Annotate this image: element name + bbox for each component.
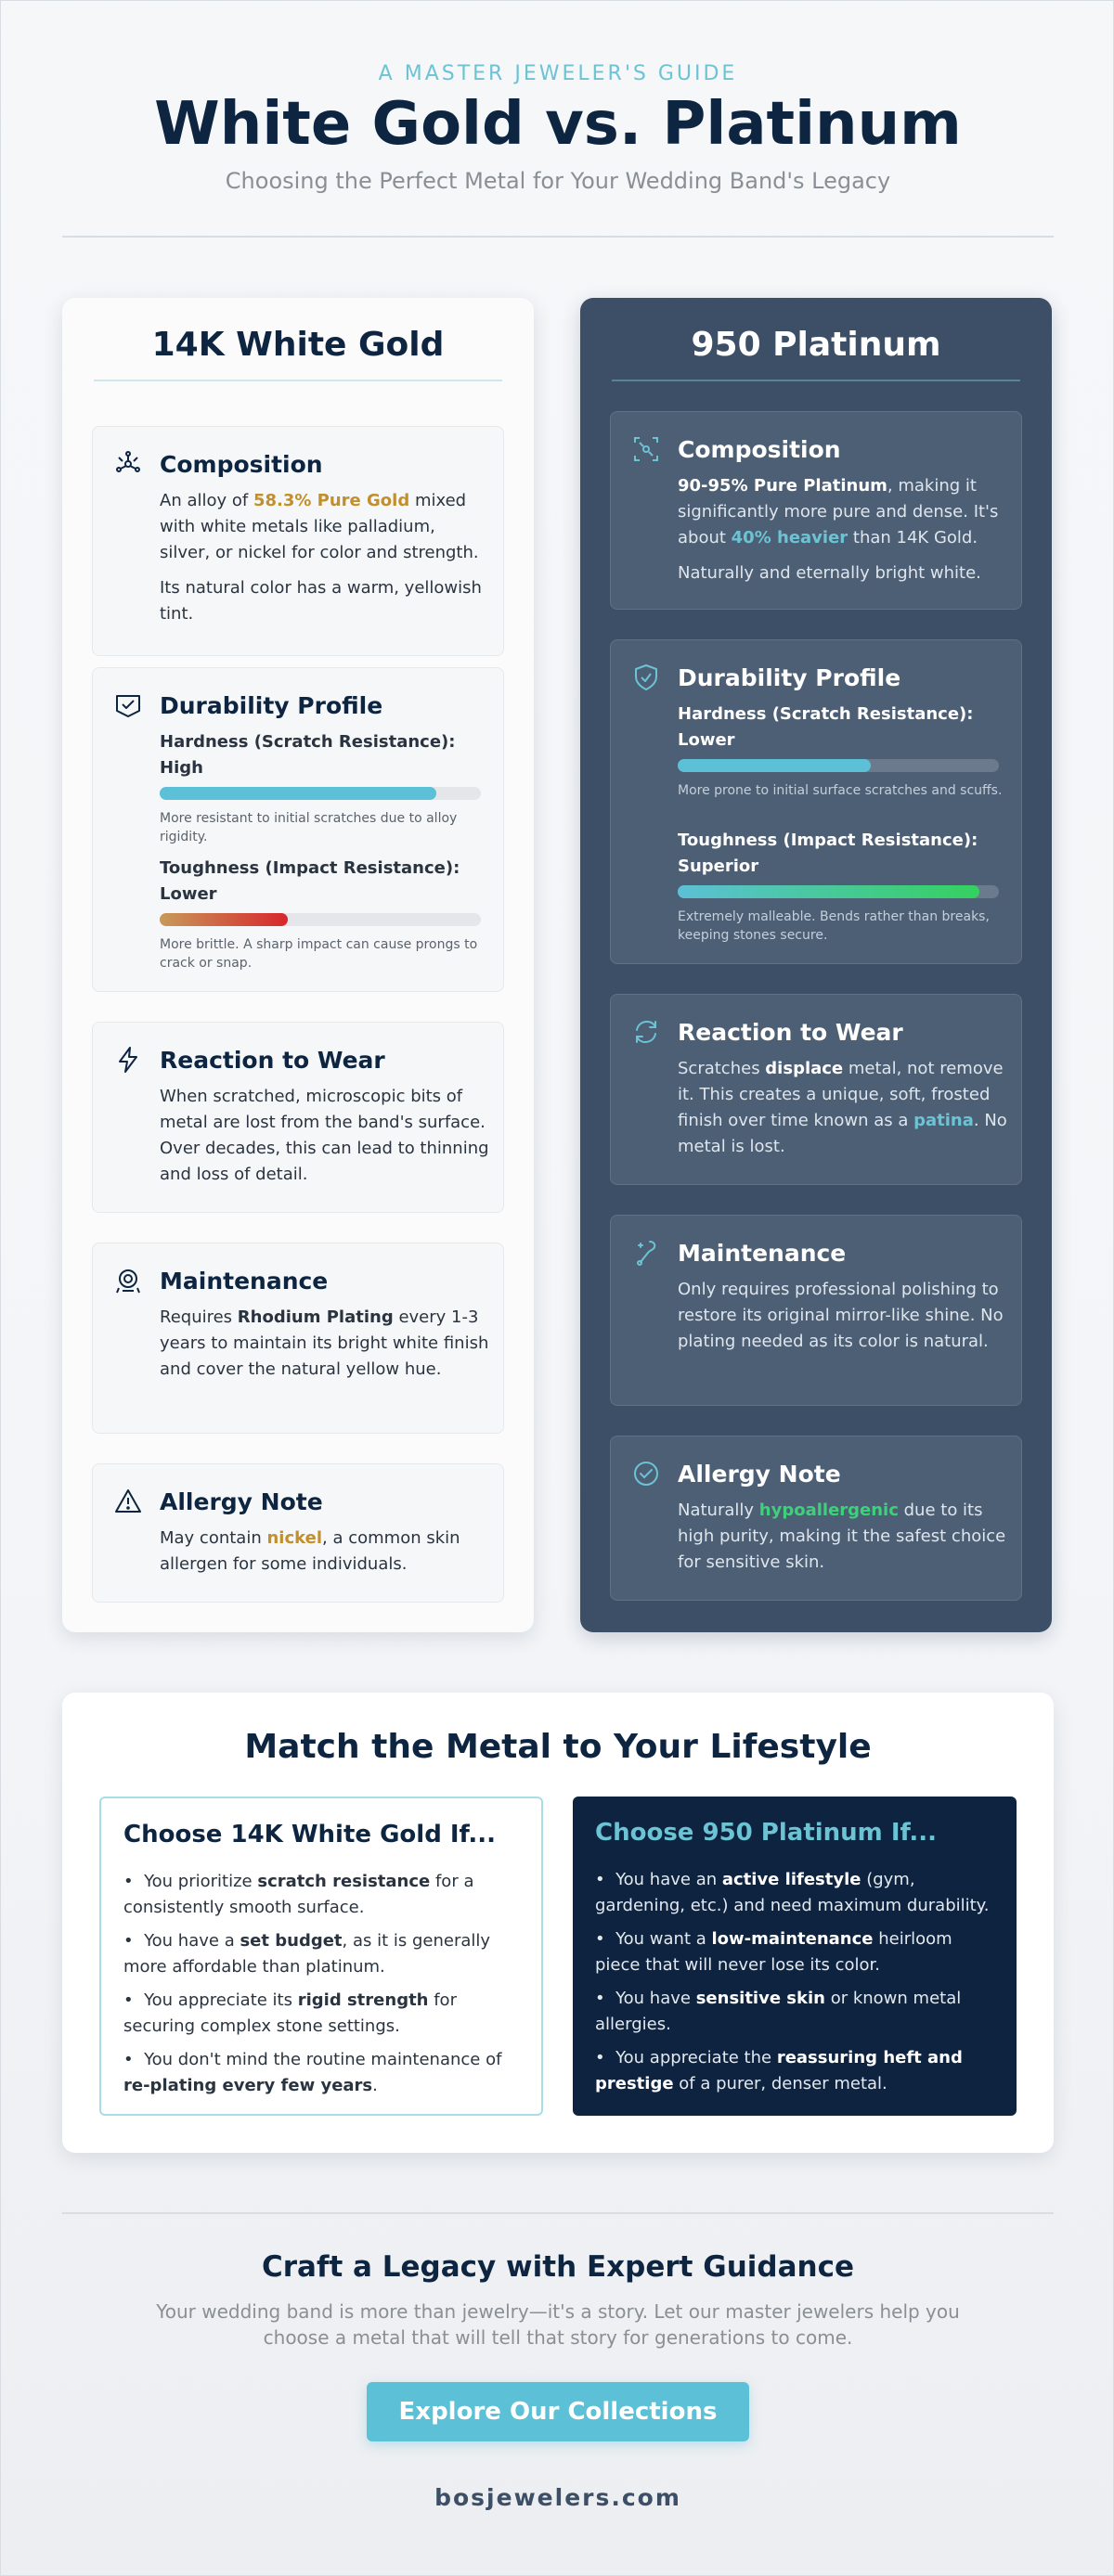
list-item: • You don't mind the routine maintenance of re-plating every few years.	[123, 2050, 502, 2095]
gold-maintenance-text: Requires Rhodium Plating every 1-3 years to maintain its bright white finish and cover the natural yellow hue.	[160, 1307, 489, 1379]
choose-platinum-list	[595, 1867, 1000, 2105]
plat-hardness-label: Hardness (Scratch Resistance): Lower	[678, 704, 974, 750]
gold-toughness-label: Toughness (Impact Resistance): Lower	[160, 858, 460, 904]
plat-weight-highlight: 40% heavier	[731, 528, 848, 547]
list-item: • You prioritize scratch resistance for a consistently smooth surface.	[123, 1872, 474, 1917]
gold-maintenance-card	[92, 1243, 504, 1434]
gold-composition-card	[92, 426, 504, 656]
molecule-icon	[113, 449, 143, 479]
plat-durability-title: Durability Profile	[678, 664, 901, 691]
plat-maintenance-card	[610, 1215, 1022, 1406]
gold-wear-card	[92, 1022, 504, 1213]
list-item: • You appreciate its rigid strength for securing complex stone settings.	[123, 1990, 457, 2036]
platinum-title: 950 Platinum	[691, 326, 941, 364]
warning-icon	[113, 1487, 143, 1516]
choose-platinum-panel	[573, 1797, 1017, 2116]
gold-composition-title: Composition	[160, 451, 323, 478]
choose-gold-list	[123, 1869, 528, 2106]
gold-allergy-title: Allergy Note	[160, 1488, 323, 1515]
shield-check-icon	[631, 663, 661, 692]
gold-maintenance-title: Maintenance	[160, 1268, 329, 1294]
plat-hardness-note: More prone to initial surface scratches and scuffs.	[678, 783, 1003, 798]
header-divider	[62, 236, 1054, 238]
lightning-icon	[113, 1045, 143, 1075]
choose-gold-title: Choose 14K White Gold If...	[123, 1821, 497, 1848]
ring-service-icon	[113, 1266, 143, 1295]
gold-composition-note: Its natural color has a warm, yellowish tint.	[160, 578, 482, 624]
gold-hardness-label: Hardness (Scratch Resistance): High	[160, 732, 456, 778]
lifestyle-section	[62, 1693, 1054, 2153]
white-gold-column	[62, 298, 534, 1632]
plat-toughness-label: Toughness (Impact Resistance): Superior	[678, 831, 978, 876]
choose-gold-panel	[99, 1797, 543, 2116]
lifestyle-title: Match the Metal to Your Lifestyle	[244, 1728, 872, 1766]
gold-composition-text: An alloy of 58.3% Pure Gold mixed with white metals like palladium, silver, or nickel for color and strength.	[160, 491, 479, 562]
list-item: • You want a low-maintenance heirloom piece that will never lose its color.	[595, 1929, 952, 1975]
gold-allergy-text: May contain nickel, a common skin allergen for some individuals.	[160, 1528, 460, 1574]
plat-maintenance-title: Maintenance	[678, 1240, 847, 1267]
refresh-icon	[631, 1017, 661, 1047]
atom-frame-icon	[631, 434, 661, 464]
gold-durability-title: Durability Profile	[160, 692, 383, 719]
explore-collections-button[interactable]: Explore Our Collections	[367, 2382, 749, 2441]
check-circle-icon	[631, 1459, 661, 1488]
plat-composition-note: Naturally and eternally bright white.	[678, 563, 981, 583]
plat-toughness-fill	[678, 885, 979, 898]
list-item: • You appreciate the reassuring heft and prestige of a purer, denser metal.	[595, 2048, 963, 2093]
plat-allergy-text: Naturally hypoallergenic due to its high purity, making it the safest choice for sensitive skin.	[678, 1501, 1006, 1572]
cta-title: Craft a Legacy with Expert Guidance	[262, 2250, 854, 2284]
page-title: White Gold vs. Platinum	[154, 90, 962, 159]
column-divider	[612, 380, 1020, 381]
gold-toughness-bar	[160, 913, 481, 926]
gold-hardness-note: More resistant to initial scratches due to alloy rigidity.	[160, 811, 458, 844]
gold-allergy-card	[92, 1463, 504, 1603]
list-item: • You have a set budget, as it is generally more affordable than platinum.	[123, 1931, 491, 1977]
ribbon-check-icon	[113, 690, 143, 720]
plat-wear-title: Reaction to Wear	[678, 1019, 903, 1046]
plat-toughness-note: Extremely malleable. Bends rather than breaks, keeping stones secure.	[678, 909, 990, 943]
plat-composition-title: Composition	[678, 436, 841, 463]
plat-hardness-fill	[678, 759, 871, 772]
gold-toughness-note: More brittle. A sharp impact can cause prongs to crack or snap.	[160, 937, 478, 971]
list-item: • You have sensitive skin or known metal allergies.	[595, 1989, 962, 2034]
list-item: • You have an active lifestyle (gym, gardening, etc.) and need maximum durability.	[595, 1870, 990, 1915]
gold-hardness-fill	[160, 787, 436, 800]
gold-wear-title: Reaction to Wear	[160, 1047, 385, 1074]
plat-composition-card	[610, 411, 1022, 610]
gold-hardness-bar	[160, 787, 481, 800]
plat-toughness-bar	[678, 885, 999, 898]
gold-durability-card	[92, 667, 504, 992]
plat-durability-card	[610, 639, 1022, 964]
gold-wear-text: When scratched, microscopic bits of metal are lost from the band's surface. Over decades, this can lead to thinning and loss of detail.	[160, 1087, 489, 1184]
gold-purity-highlight: 58.3% Pure Gold	[253, 491, 410, 510]
polish-icon	[631, 1238, 661, 1268]
white-gold-title: 14K White Gold	[151, 326, 445, 364]
footer-divider	[62, 2212, 1054, 2214]
plat-composition-text: 90-95% Pure Platinum, making it significantly more pure and dense. It's about 40% heavier than 14K Gold.	[678, 476, 999, 547]
cta-text: Your wedding band is more than jewelry—it's a story. Let our master jewelers help you choose a metal that will tell that story for generations to come.	[156, 2300, 960, 2349]
plat-allergy-card	[610, 1436, 1022, 1601]
infographic-page	[1, 1, 1114, 2576]
website-link[interactable]: bosjewelers.com	[434, 2484, 681, 2511]
plat-wear-text: Scratches displace metal, not remove it. This creates a unique, soft, frosted finish over time known as a patina. No metal is lost.	[678, 1059, 1007, 1156]
plat-maintenance-text: Only requires professional polishing to restore its original mirror-like shine. No plating needed as its color is natural.	[678, 1280, 1004, 1351]
column-divider	[94, 380, 502, 381]
page-subtitle: Choosing the Perfect Metal for Your Wedding Band's Legacy	[225, 168, 891, 194]
choose-platinum-title: Choose 950 Platinum If...	[595, 1819, 938, 1847]
plat-hardness-bar	[678, 759, 999, 772]
gold-toughness-fill	[160, 913, 288, 926]
platinum-column	[580, 298, 1052, 1632]
eyebrow: A MASTER JEWELER'S GUIDE	[378, 62, 738, 85]
plat-allergy-title: Allergy Note	[678, 1461, 841, 1488]
plat-wear-card	[610, 994, 1022, 1185]
